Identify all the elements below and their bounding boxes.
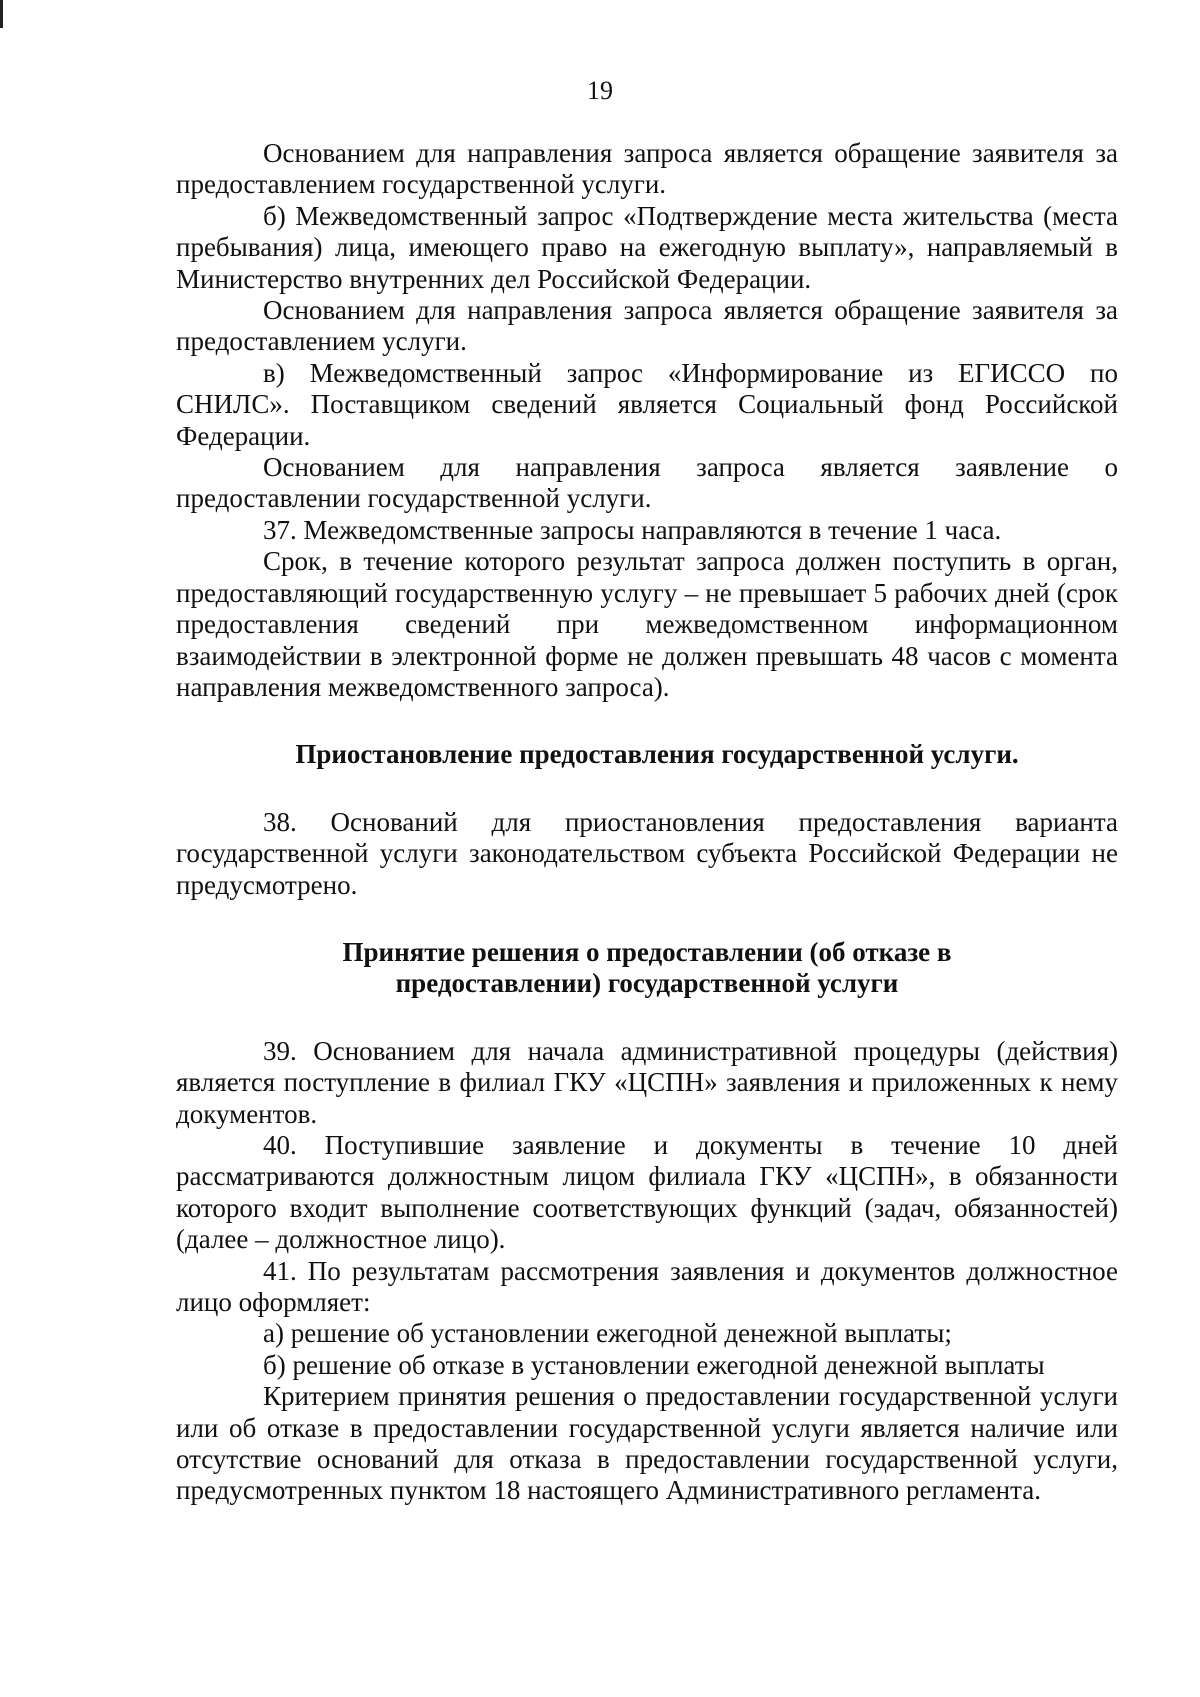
scan-edge-mark xyxy=(0,0,3,28)
paragraph-38: 38. Оснований для приостановления предоставления варианта государственной услуги законодательством субъекта Российской Федерации не предусмотрено. xyxy=(176,806,1118,900)
paragraph: Критерием принятия решения о предоставлении государственной услуги или об отказе в предоставлении государственной услуги является наличие или отсутствие оснований для отказа в предоставлении государственной услуги, предусмотренных пунктом 18 настоящего Административного регламента. xyxy=(176,1381,1118,1506)
document-body xyxy=(176,138,1118,1507)
paragraph-39: 39. Основанием для начала административной процедуры (действия) является поступление в филиал ГКУ «ЦСПН» заявления и приложенных к нему документов. xyxy=(176,1035,1118,1129)
paragraph-37: 37. Межведомственные запросы направляются в течение 1 часа. xyxy=(263,514,1002,545)
paragraph: Срок, в течение которого результат запроса должен поступить в орган, предоставляющий государственную услугу – не превышает 5 рабочих дней (срок предоставления сведений при межведомственном информационном взаимодействии в электронной форме не должен превышать 48 часов с момента направления межведомственного запроса). xyxy=(176,546,1118,702)
paragraph: б) Межведомственный запрос «Подтверждение места жительства (места пребывания) лица, имеющего право на ежегодную выплату», направляемый в Министерство внутренних дел Российской Федерации. xyxy=(176,200,1118,294)
section-heading-line: предоставлении) государственной услуги xyxy=(395,968,899,999)
section-heading-line: Принятие решения о предоставлении (об отказе в xyxy=(342,936,952,967)
list-item-b: б) решение об отказе в установлении ежегодной денежной выплаты xyxy=(263,1349,1045,1380)
paragraph: Основанием для направления запроса является обращение заявителя за предоставлением услуги. xyxy=(176,295,1118,357)
page-number: 19 xyxy=(587,76,613,105)
paragraph: Основанием для направления запроса является заявление о предоставлении государственной услуги. xyxy=(176,452,1118,514)
paragraph: Основанием для направления запроса является обращение заявителя за предоставлением государственной услуги. xyxy=(176,138,1118,200)
paragraph: в) Межведомственный запрос «Информирование из ЕГИССО по СНИЛС». Поставщиком сведений является Социальный фонд Российской Федерации. xyxy=(176,357,1118,451)
list-item-a: а) решение об установлении ежегодной денежной выплаты; xyxy=(263,1318,952,1349)
paragraph-41: 41. По результатам рассмотрения заявления и документов должностное лицо оформляет: xyxy=(176,1255,1118,1317)
paragraph-40: 40. Поступившие заявление и документы в течение 10 дней рассматриваются должностным лицом филиала ГКУ «ЦСПН», в обязанности которого входит выполнение соответствующих функций (задач, обязанностей) (далее – должностное лицо). xyxy=(176,1129,1118,1255)
section-heading-suspension: Приостановление предоставления государственной услуги. xyxy=(295,739,1019,770)
section-heading-decision xyxy=(176,937,1118,1000)
